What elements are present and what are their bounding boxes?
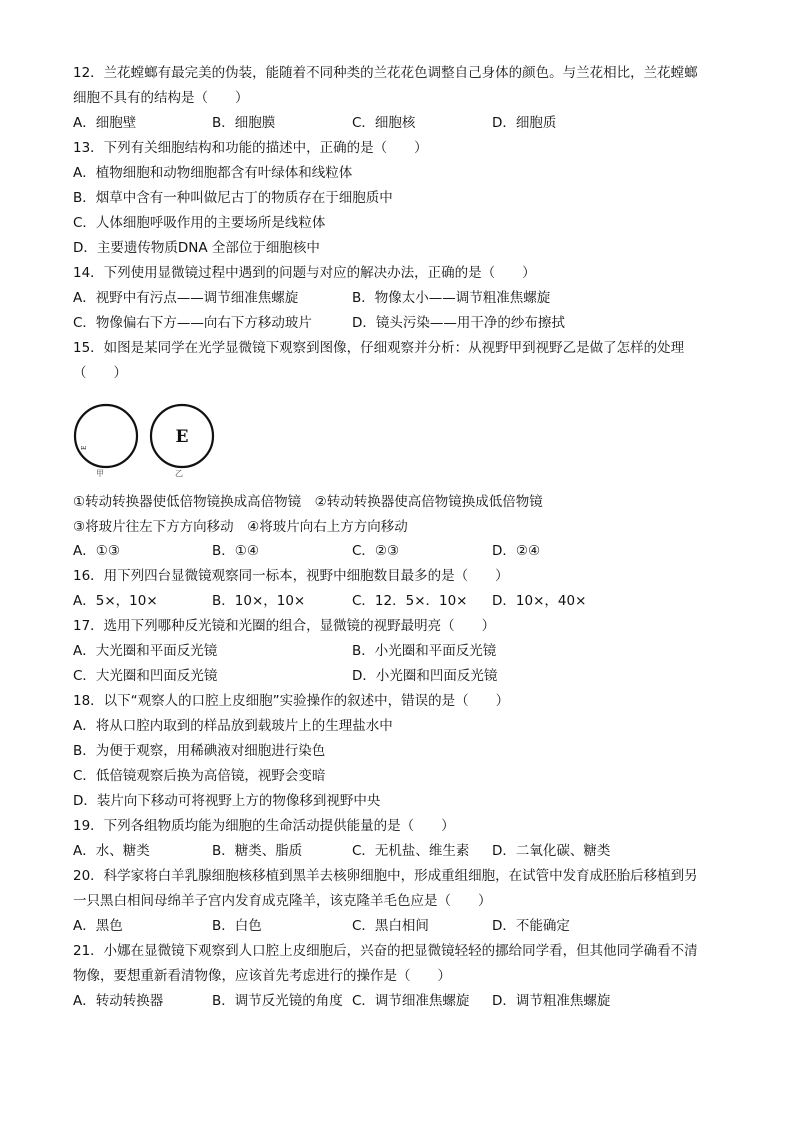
- q19-option-b: B．糖类、脂质: [212, 843, 303, 859]
- q15-option-a: A．①③: [73, 543, 120, 559]
- q12-option-c: C．细胞核: [352, 115, 416, 131]
- field-yi-letter: E: [175, 427, 189, 447]
- q19-stem: 19．下列各组物质均能为细胞的生命活动提供能量的是（ ）: [73, 818, 455, 834]
- q18-option-c: C．低倍镜观察后换为高倍镜，视野会变暗: [73, 768, 326, 784]
- q19-option-d: D．二氧化碳、糖类: [492, 843, 611, 859]
- q14-stem: 14．下列使用显微镜过程中遇到的问题与对应的解决办法，正确的是（ ）: [73, 265, 536, 281]
- q18-option-a: A．将从口腔内取到的样品放到载玻片上的生理盐水中: [73, 718, 393, 734]
- q20-option-d: D．不能确定: [492, 918, 570, 934]
- q20-option-c: C．黑白相间: [352, 918, 429, 934]
- q21-option-d: D．调节粗准焦螺旋: [492, 993, 611, 1009]
- q19-option-c: C．无机盐、维生素: [352, 843, 470, 859]
- q21-stem-line1: 21．小娜在显微镜下观察到人口腔上皮细胞后，兴奋的把显微镜轻轻的挪给同学看，但其他同学确看不清: [73, 943, 698, 959]
- q17-option-c: C．大光圈和凹面反光镜: [73, 668, 218, 684]
- microscope-field-figure: [72, 398, 222, 478]
- q12-option-d: D．细胞质: [492, 115, 557, 131]
- q14-option-a: A．视野中有污点——调节细准焦螺旋: [73, 290, 299, 306]
- q16-option-d: D．10×，40×: [492, 593, 587, 609]
- q17-option-b: B．小光圈和平面反光镜: [352, 643, 497, 659]
- q17-stem: 17．选用下列哪种反光镜和光圈的组合，显微镜的视野最明亮（ ）: [73, 618, 496, 634]
- q13-option-d: D．主要遗传物质DNA 全部位于细胞核中: [73, 240, 320, 256]
- q14-option-d: D．镜头污染——用干净的纱布擦拭: [352, 315, 565, 331]
- q15-stem-line2: （ ）: [73, 365, 127, 381]
- q17-option-a: A．大光圈和平面反光镜: [73, 643, 218, 659]
- q18-option-b: B．为便于观察，用稀碘液对细胞进行染色: [73, 743, 326, 759]
- q12-stem-line2: 细胞不具有的结构是（ ）: [73, 90, 249, 106]
- q13-stem: 13．下列有关细胞结构和功能的描述中，正确的是（ ）: [73, 140, 428, 156]
- q15-option-d: D．②④: [492, 543, 541, 559]
- q13-option-a: A．植物细胞和动物细胞都含有叶绿体和线粒体: [73, 165, 353, 181]
- field-yi-caption: 乙: [175, 469, 183, 478]
- field-jia-letter: E: [81, 445, 88, 450]
- q12-option-a: A．细胞壁: [73, 115, 137, 131]
- q20-option-b: B．白色: [212, 918, 262, 934]
- field-jia-circle: [75, 405, 137, 467]
- q14-option-b: B．物像太小——调节粗准焦螺旋: [352, 290, 551, 306]
- q20-stem-line2: 一只黑白相间母绵羊子宫内发育成克隆羊，该克隆羊毛色应是（ ）: [73, 893, 492, 909]
- q21-option-b: B．调节反光镜的角度: [212, 993, 343, 1009]
- q12-option-b: B．细胞膜: [212, 115, 276, 131]
- q21-stem-line2: 物像，要想重新看清物像，应该首先考虑进行的操作是（ ）: [73, 968, 451, 984]
- q21-option-a: A．转动转换器: [73, 993, 164, 1009]
- q15-choices-line2: ③将玻片往左下方方向移动 ④将玻片向右上方方向移动: [73, 519, 408, 535]
- field-jia-caption: 甲: [96, 469, 104, 478]
- q13-option-c: C．人体细胞呼吸作用的主要场所是线粒体: [73, 215, 326, 231]
- q21-option-c: C．调节细准焦螺旋: [352, 993, 470, 1009]
- q14-option-c: C．物像偏右下方——向右下方移动玻片: [73, 315, 312, 331]
- q16-option-c: C．12．5×．10×: [352, 593, 468, 609]
- q16-option-b: B．10×，10×: [212, 593, 306, 609]
- q15-option-c: C．②③: [352, 543, 400, 559]
- q15-option-b: B．①④: [212, 543, 259, 559]
- q15-choices-line1: ①转动转换器使低倍物镜换成高倍物镜 ②转动转换器使高倍物镜换成低倍物镜: [73, 494, 543, 510]
- q16-stem: 16．用下列四台显微镜观察同一标本，视野中细胞数目最多的是（ ）: [73, 568, 509, 584]
- q19-option-a: A．水、糖类: [73, 843, 150, 859]
- q20-option-a: A．黑色: [73, 918, 123, 934]
- q16-option-a: A．5×，10×: [73, 593, 158, 609]
- q17-option-d: D．小光圈和凹面反光镜: [352, 668, 498, 684]
- q15-stem-line1: 15．如图是某同学在光学显微镜下观察到图像，仔细观察并分析：从视野甲到视野乙是做了怎样的处理: [73, 340, 685, 356]
- q13-option-b: B．烟草中含有一种叫做尼古丁的物质存在于细胞质中: [73, 190, 393, 206]
- q18-option-d: D．装片向下移动可将视野上方的物像移到视野中央: [73, 793, 381, 809]
- q12-stem-line1: 12．兰花螳螂有最完美的伪装，能随着不同种类的兰花花色调整自己身体的颜色。与兰花相比，兰花螳螂: [73, 65, 698, 81]
- q18-stem: 18．以下“观察人的口腔上皮细胞”实验操作的叙述中，错误的是（ ）: [73, 693, 510, 709]
- q20-stem-line1: 20．科学家将白羊乳腺细胞核移植到黑羊去核卵细胞中，形成重组细胞，在试管中发育成胚胎后移植到另: [73, 868, 698, 884]
